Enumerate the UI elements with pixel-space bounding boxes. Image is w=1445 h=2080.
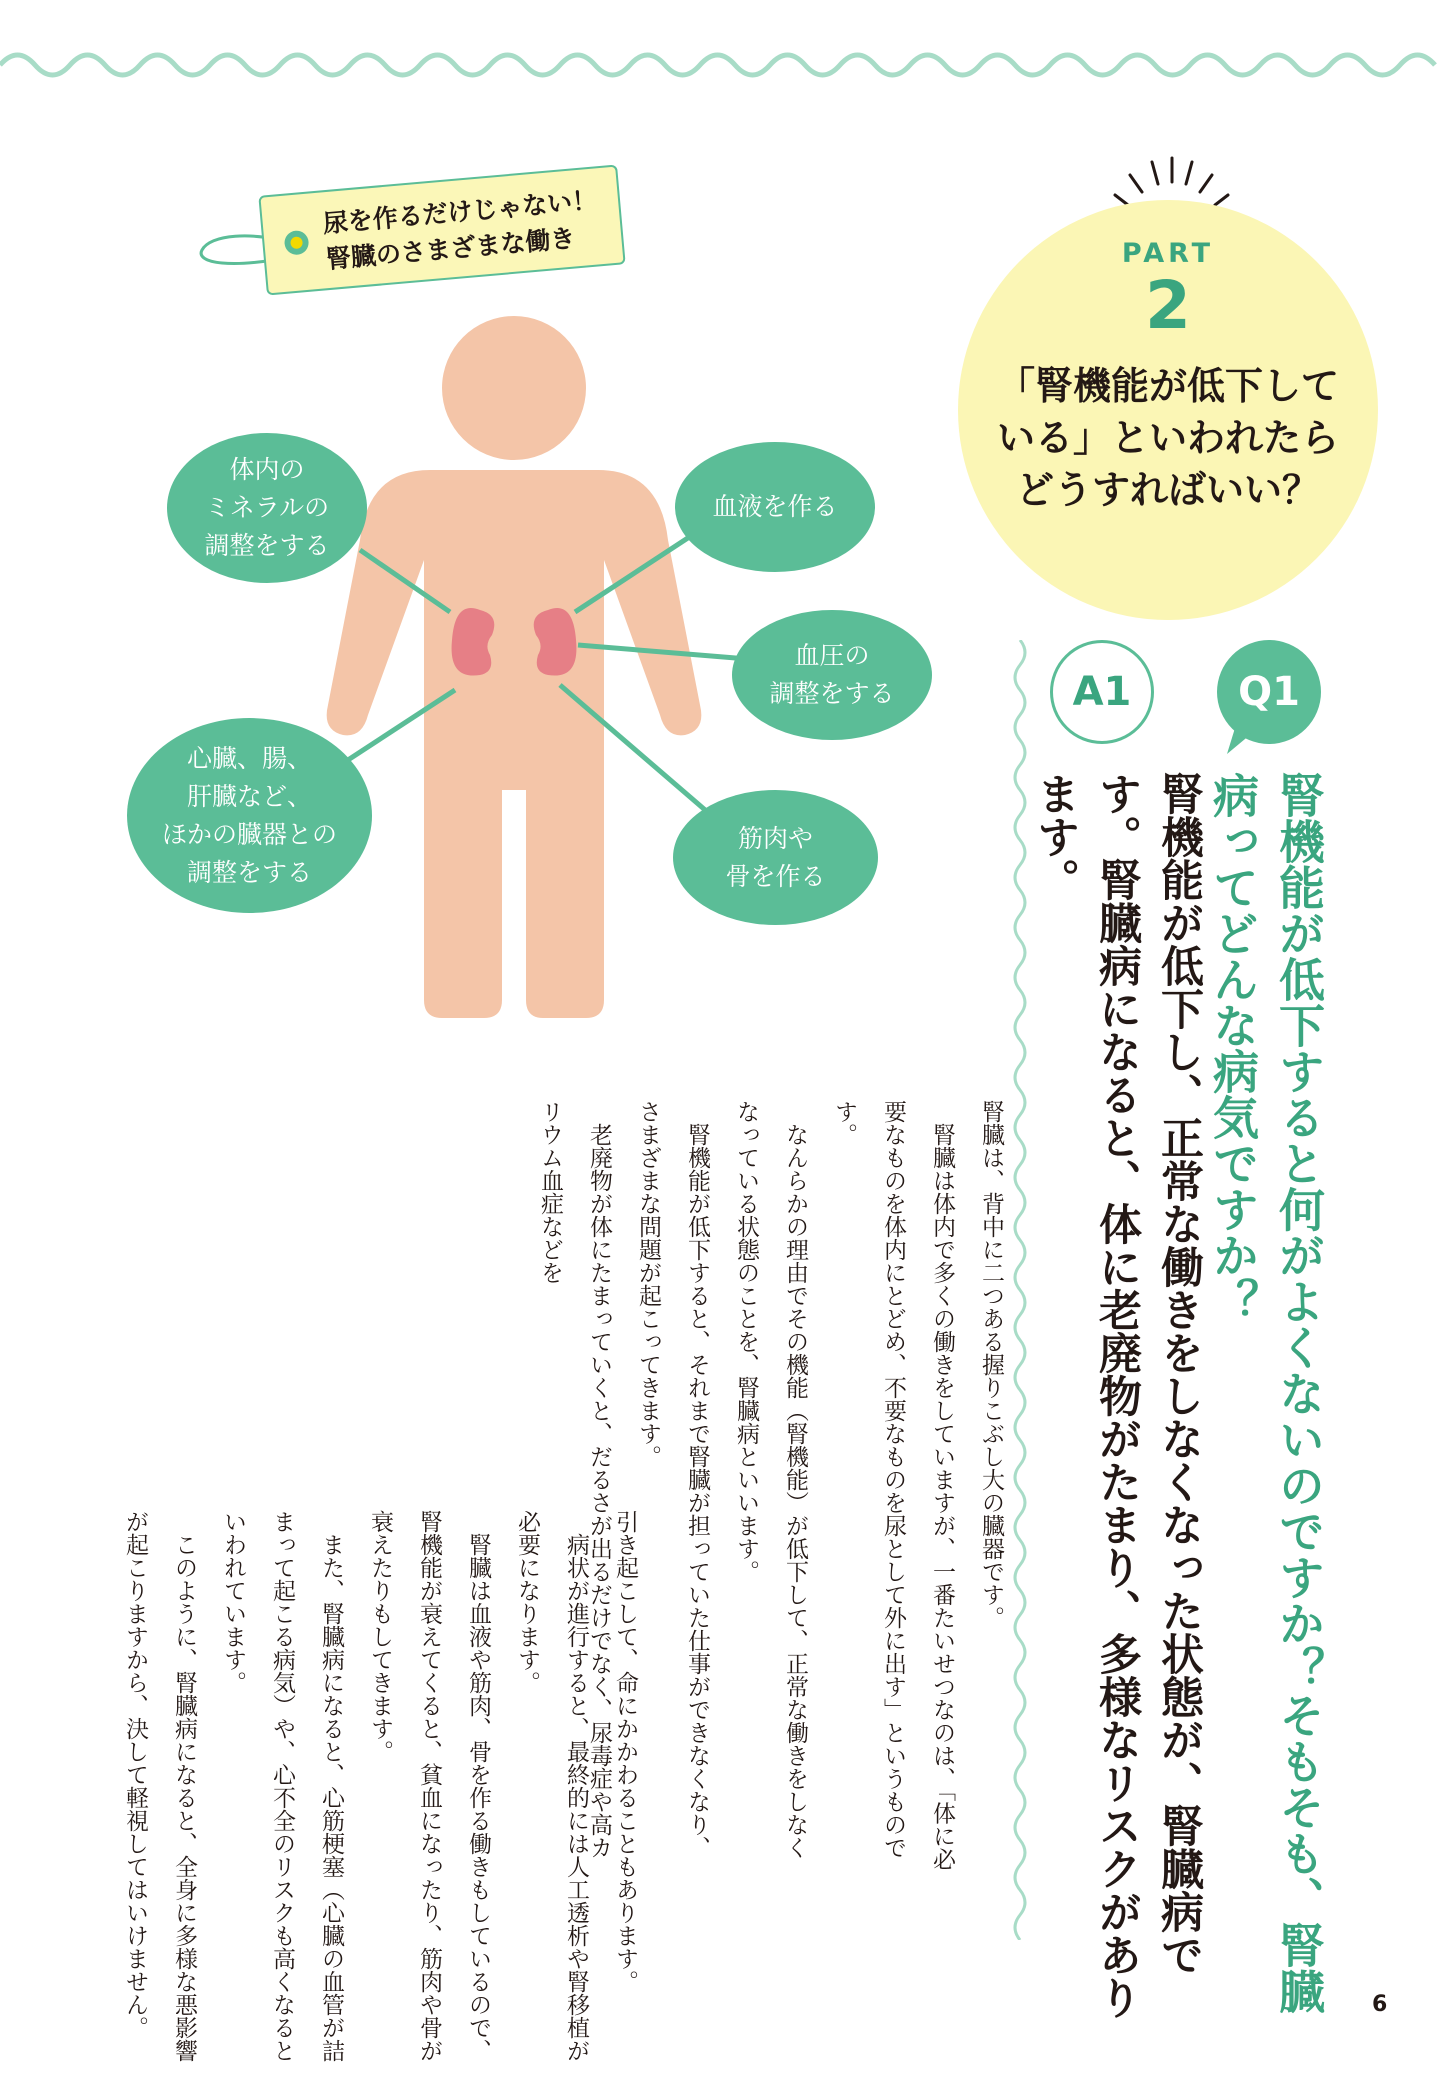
bubble-minerals: 体内の ミネラルの 調整をする	[167, 433, 367, 583]
body-paragraph: 腎臓は血液や筋肉、骨を作る働きもしているので、腎機能が衰えてくると、貧血になったり、筋肉や骨が衰えたりもしてきます。	[367, 1510, 491, 2062]
human-figure-icon	[327, 316, 702, 1018]
tag-line-1: 尿を作るだけじゃない！	[321, 185, 599, 239]
q1-badge: Q1	[1217, 640, 1321, 744]
answer-heading: 腎機能が低下し、正常な働きをしなくなった状態が、腎臓病です。腎臓病になると、体に老廃物がたまり、多様なリスクがあります。	[1030, 772, 1204, 2019]
body-column-left	[110, 1510, 649, 2080]
body-paragraph: 老廃物が体にたまっていくと、だるさが出るだけでなく、尿毒症や高カリウム血症などを	[537, 1100, 612, 1859]
part-title-line: いる」といわれたら	[996, 416, 1339, 460]
body-paragraph: このように、腎臓病になると、全身に多様な悪影響が起こりますから、決して軽視してはいけません。	[122, 1510, 197, 2062]
tag-line-2: 腎臓のさまざまな働き	[324, 223, 577, 275]
body-paragraph: 腎臓は、背中に二つある握りこぶし大の臓器です。	[978, 1100, 1004, 1629]
body-paragraph: 引き起こして、命にかかわることもあります。	[612, 1510, 638, 1993]
part-title-line: どうすればいい？	[1015, 468, 1320, 512]
part-title	[958, 360, 1378, 516]
bubble-muscle: 筋肉や 骨を作る	[673, 790, 878, 925]
bubble-blood: 血液を作る	[675, 442, 875, 572]
a1-badge: A1	[1050, 640, 1154, 744]
bubble-organs: 心臓、腸、 肝臓など、 ほかの臓器との 調整をする	[127, 718, 372, 913]
page-number: 6	[1372, 1992, 1388, 2017]
bubble-pressure: 血圧の 調整をする	[732, 610, 932, 740]
part-number: 2	[1145, 267, 1191, 344]
section-tag	[258, 165, 625, 296]
body-paragraph: 腎臓は体内で多くの働きをしていますが、一番たいせつなのは、「体に必要なものを体内にとどめ、不要なものを尿として外に出す」というものです。	[831, 1100, 955, 1871]
body-paragraph: 腎機能が低下すると、それまで腎臓が担っていた仕事ができなくなり、さまざまな問題が起こってきます。	[635, 1100, 710, 1859]
q1-badge-tail	[1225, 728, 1255, 758]
part-title-line: 「腎機能が低下して	[996, 364, 1339, 408]
top-wave-border	[0, 40, 1445, 90]
body-paragraph: 病状が進行すると、最終的には人工透析や腎移植が必要になります。	[514, 1510, 589, 2062]
part-label: PART	[1121, 238, 1215, 269]
body-paragraph: また、腎臓病になると、心筋梗塞（心臓の血管が詰まって起こる病気）や、心不全のリスクも高くなるといわれています。	[220, 1510, 344, 2062]
body-paragraph: なんらかの理由でその機能（腎機能）が低下して、正常な働きをしなくなっている状態のことを、腎臓病といいます。	[733, 1100, 808, 1859]
tag-hole-icon	[284, 230, 310, 256]
question-heading: 腎機能が低下すると何がよくないのですか？そもそも、腎臓病ってどんな病気ですか？	[1206, 772, 1326, 2014]
